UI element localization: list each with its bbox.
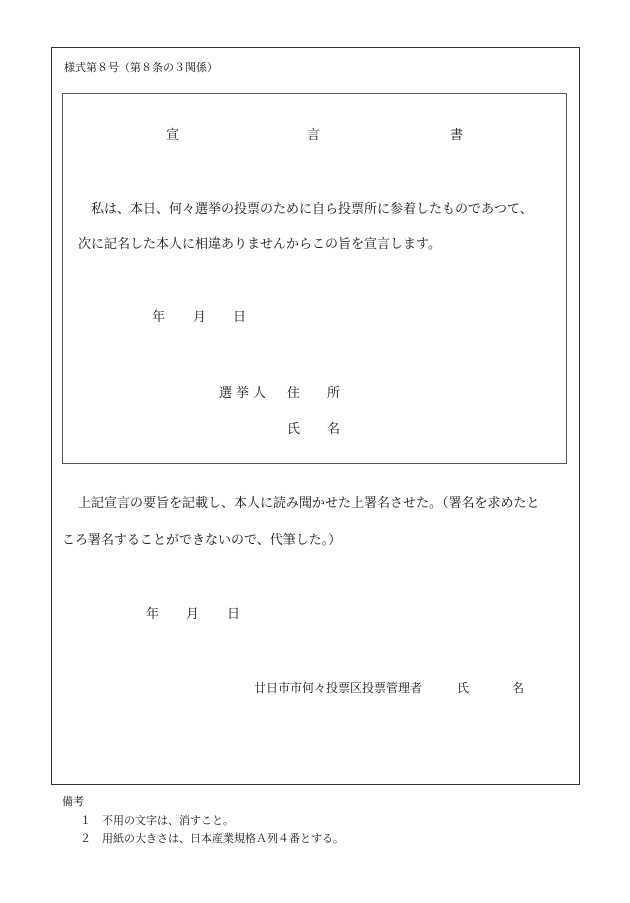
manager-date-day-label: 日	[227, 607, 241, 622]
note-line-2: ころ署名することができないので、代筆した。）	[62, 533, 342, 548]
name-label-char-2: 名	[327, 422, 341, 437]
declaration-line-1: 私は、本日、何々選挙の投票のために自ら投票所に参着したものであつて、	[91, 202, 533, 217]
title-char-1: 宣	[166, 128, 180, 143]
manager-date-year-label: 年	[146, 607, 160, 622]
remark-2-number: ２	[80, 832, 91, 845]
declaration-line-2: 次に記名した本人に相違ありませんからこの旨を宣言します。	[78, 237, 441, 252]
manager-name-char-2: 名	[512, 681, 525, 695]
manager-date-month-label: 月	[186, 607, 200, 622]
form-number: 様式第８号（第８条の３関係）	[64, 61, 218, 74]
remark-1-text: 不用の文字は、消すこと。	[102, 814, 234, 827]
note-line-1: 上記宣言の要旨を記載し、本人に読み聞かせた上署名させた。（署名を求めたと	[78, 496, 540, 511]
name-label-char-1: 氏	[287, 422, 301, 437]
title-char-3: 書	[450, 128, 464, 143]
remark-2-text: 用紙の大きさは、日本産業規格Ａ列４番とする。	[102, 832, 344, 845]
address-label-char-1: 住	[287, 386, 301, 401]
declaration-box	[62, 93, 567, 464]
remark-1-number: １	[80, 814, 91, 827]
manager-label: 廿日市市何々投票区投票管理者	[254, 681, 423, 695]
voter-label: 選挙人	[219, 386, 271, 401]
date-month-label: 月	[193, 310, 207, 325]
address-label-char-2: 所	[327, 386, 341, 401]
title-char-2: 言	[307, 128, 321, 143]
date-year-label: 年	[152, 310, 166, 325]
manager-name-char-1: 氏	[457, 681, 470, 695]
date-day-label: 日	[233, 310, 247, 325]
remarks-heading: 備考	[62, 795, 84, 808]
